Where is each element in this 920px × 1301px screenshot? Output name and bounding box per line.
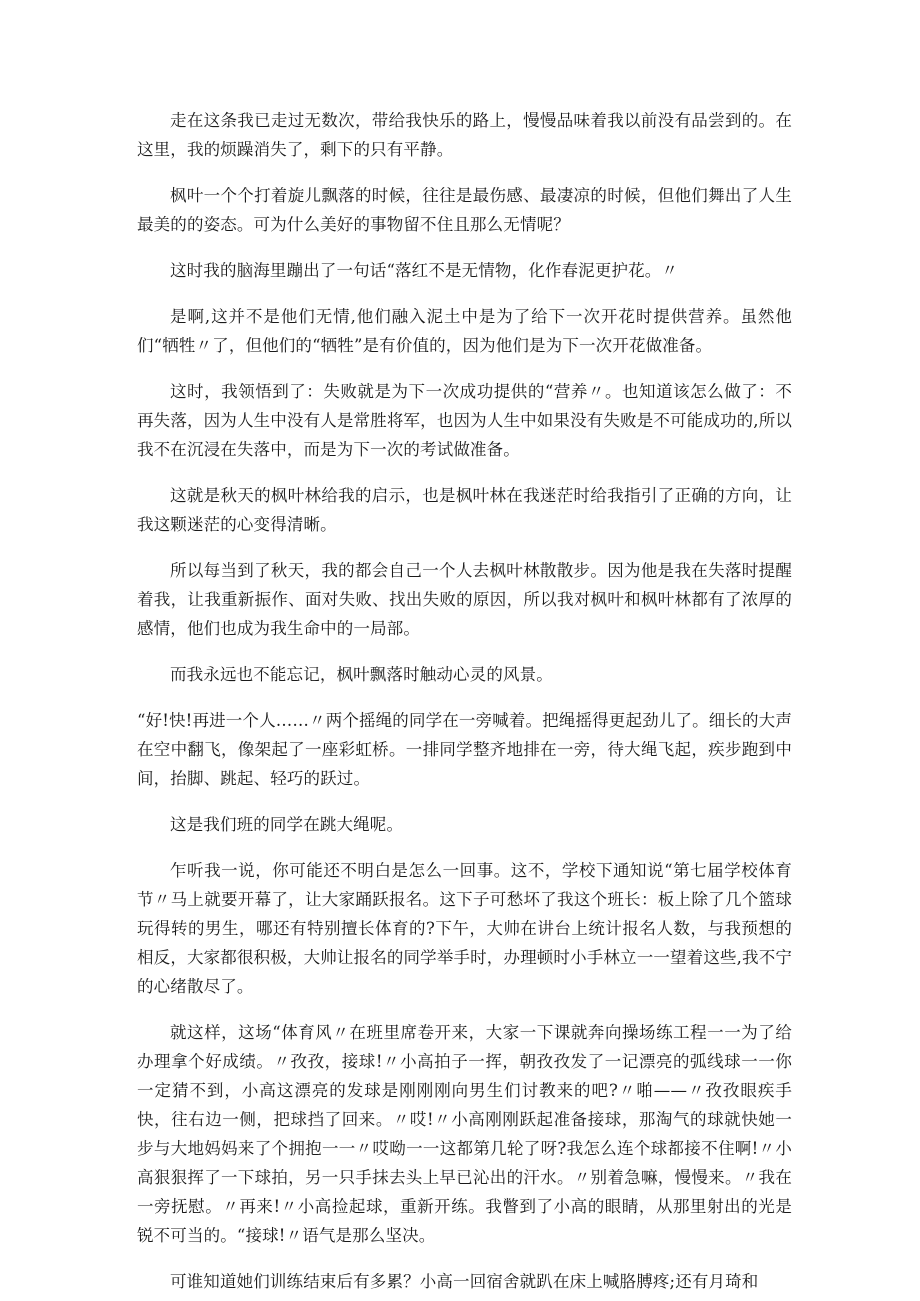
document-body xyxy=(137,106,792,1296)
paragraph: 而我永远也不能忘记，枫叶飘落时触动心灵的风景。 xyxy=(170,665,553,684)
paragraph: 这时，我领悟到了：失败就是为下一次成功提供的“营养〃。也知道该怎么做了：不再失落，因为人生中没有人是常胜将军，也因为人生中如果没有失败是不可能成功的,所以我不在沉浸在失落中，而是为下一次的考试做准备。 xyxy=(137,382,792,459)
paragraph: 这是我们班的同学在跳大绳呢。 xyxy=(170,815,404,834)
paragraph: “好!快!再进一个人……〃两个摇绳的同学在一旁喊着。把绳摇得更起劲儿了。细长的大声在空中翻飞，像架起了一座彩虹桥。一排同学整齐地排在一旁，待大绳飞起，疾步跑到中间，抬脚、跳起、轻巧的跃过。 xyxy=(137,711,792,788)
paragraph: 所以每当到了秋天，我的都会自己一个人去枫叶林散散步。因为他是我在失落时提醒着我，让我重新振作、面对失败、找出失败的原因，所以我对枫叶和枫叶林都有了浓厚的感情，他们也成为我生命中的一局部。 xyxy=(137,561,792,638)
paragraph: 是啊,这并不是他们无情,他们融入泥土中是为了给下一次开花时提供营养。虽然他们“牺牲〃了，但他们的“牺牲”是有价值的，因为他们是为下一次开花做准备。 xyxy=(137,307,792,355)
paragraph: 乍听我一说，你可能还不明白是怎么一回事。这不，学校下通知说“第七届学校体育节〃马上就要开幕了，让大家踊跃报名。这下子可愁坏了我这个班长：板上除了几个篮球玩得转的男生，哪还有特别擅长体育的?下午，大帅在讲台上统计报名人数，与我预想的相反，大家都很积极，大帅让报名的同学举手时，办理顿时小手林立一一望着这些,我不宁的心绪散尽了。 xyxy=(137,861,792,996)
paragraph: 走在这条我已走过无数次，带给我快乐的路上，慢慢品味着我以前没有品尝到的。在这里，我的烦躁消失了，剩下的只有平静。 xyxy=(137,111,792,159)
paragraph: 这就是秋天的枫叶林给我的启示，也是枫叶林在我迷茫时给我指引了正确的方向，让我这颗迷茫的心变得清晰。 xyxy=(137,486,792,534)
paragraph: 这时我的脑海里蹦出了一句话“落红不是无情物，化作春泥更护花。〃 xyxy=(170,261,679,280)
paragraph: 枫叶一个个打着旋儿飘落的时候，往往是最伤感、最凄凉的时候，但他们舞出了人生最美的的姿态。可为什么美好的事物留不住且那么无情呢？ xyxy=(137,186,792,234)
paragraph: 就这样，这场“体育风〃在班里席卷开来，大家一下课就奔向操场练工程一一为了给办理拿个好成绩。〃孜孜，接球!〃小高拍子一挥，朝孜孜发了一记漂亮的弧线球一一你一定猜不到，小高这漂亮的发球是刚刚刚向男生们讨教来的吧?〃啪——〃孜孜眼疾手快，往右边一侧，把球挡了回来。〃哎!〃小高刚刚跃起准备接球，那淘气的球就快她一步与大地妈妈来了个拥抱一一〃哎呦一一这都第几轮了呀?我怎么连个球都接不住啊!〃小高狠狠挥了一下球拍，另一只手抹去头上早已沁出的汗水。〃别着急嘛，慢慢来。〃我在一旁抚慰。〃再来!〃小高捡起球，重新开练。我瞥到了小高的眼睛，从那里射出的光是锐不可当的。“接球!〃语气是那么坚决。 xyxy=(137,1023,792,1245)
paragraph: 可谁知道她们训练结束后有多累？小高一回宿舍就趴在床上喊胳膊疼;还有月琦和 xyxy=(170,1272,759,1291)
